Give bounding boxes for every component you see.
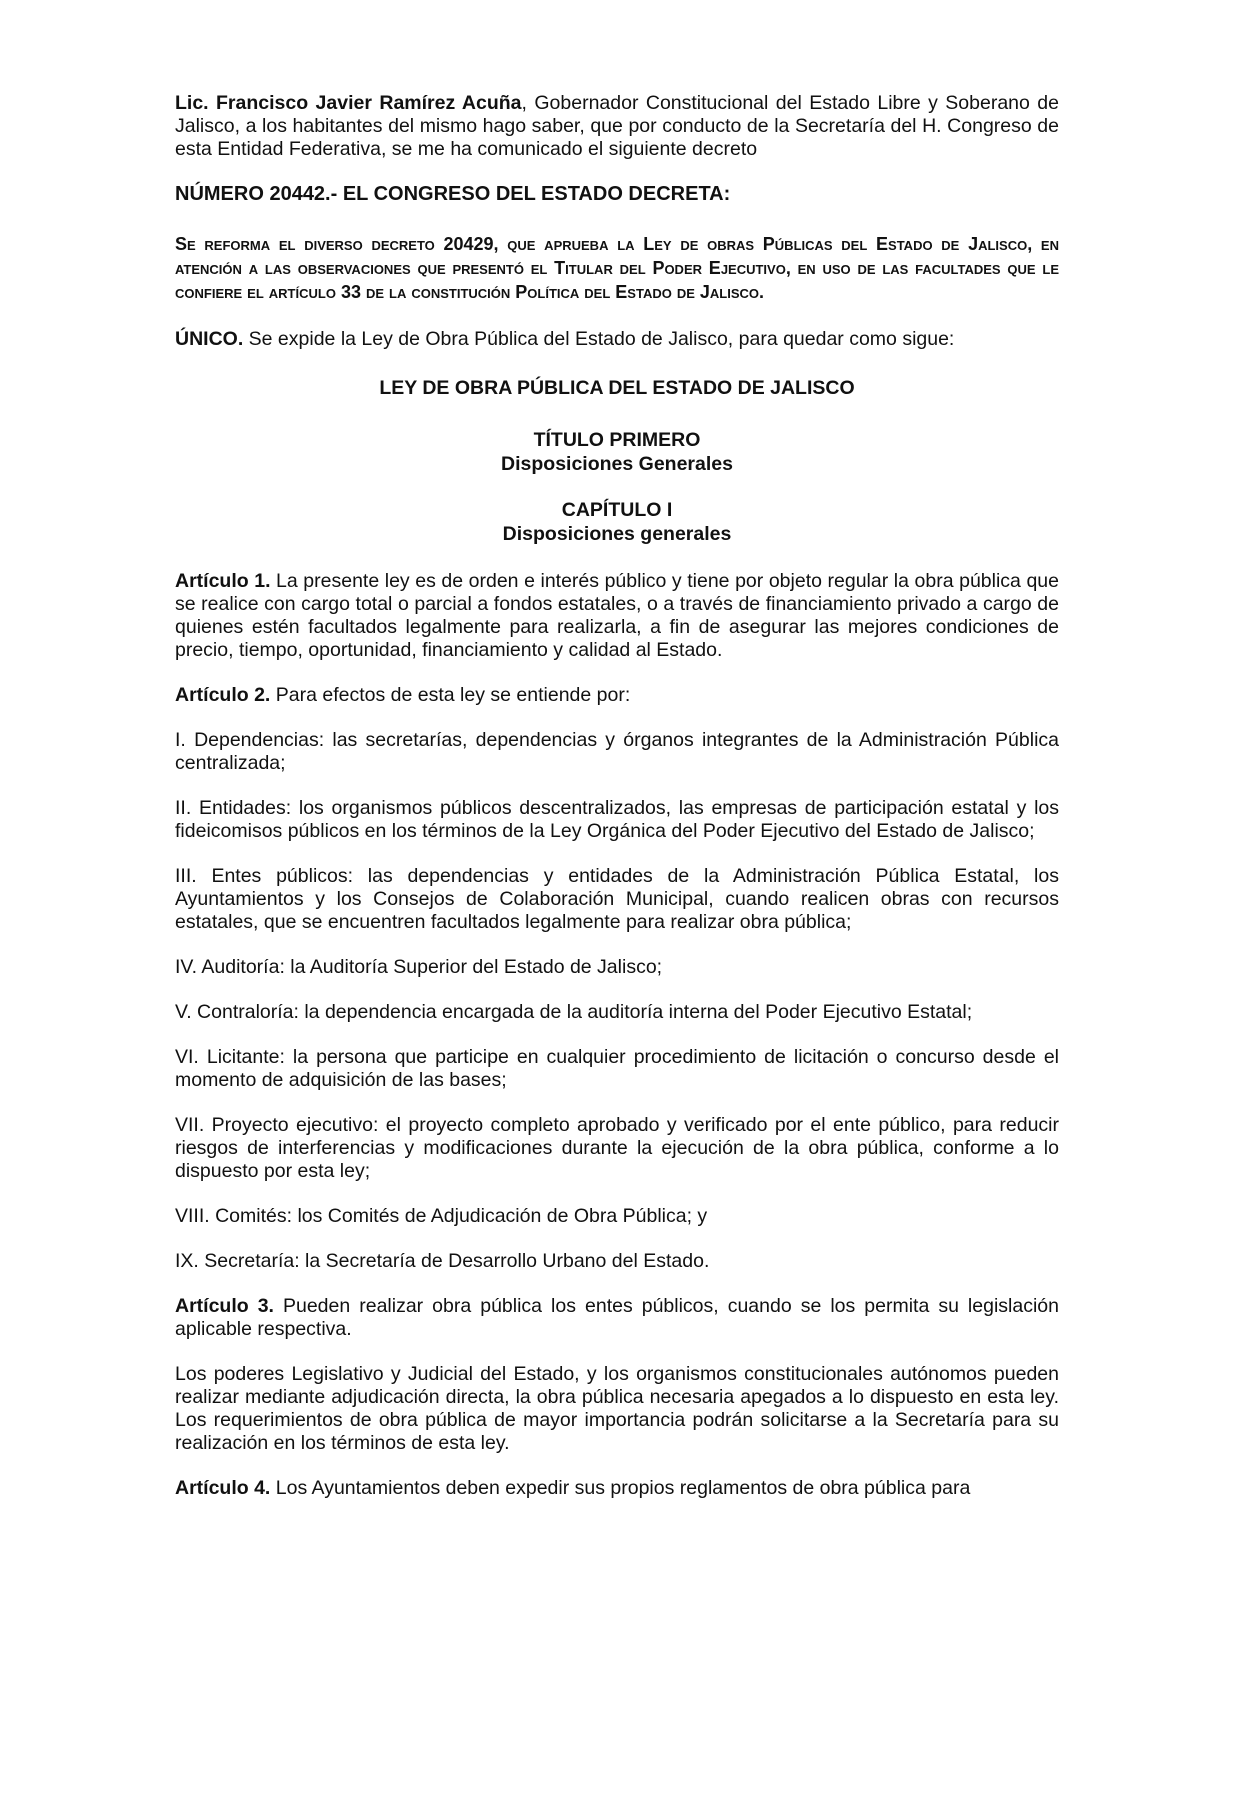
unico-text: Se expide la Ley de Obra Pública del Estado de Jalisco, para quedar como sigue:	[243, 328, 955, 350]
unico-paragraph	[175, 328, 1059, 351]
document-page	[175, 92, 1059, 1522]
capitulo-heading	[175, 498, 1059, 546]
law-title: LEY DE OBRA PÚBLICA DEL ESTADO DE JALISCO	[379, 377, 855, 399]
decree-number: NÚMERO 20442.- EL CONGRESO DEL ESTADO DECRETA:	[175, 183, 731, 205]
article-2	[175, 684, 1059, 707]
definition-item: I. Dependencias: las secretarías, dependencias y órganos integrantes de la Administración Pública centralizada;	[175, 729, 1059, 774]
definition-item: IV. Auditoría: la Auditoría Superior del Estado de Jalisco;	[175, 956, 663, 978]
definition-item: VI. Licitante: la persona que participe en cualquier procedimiento de licitación o concurso desde el momento de adquisición de las bases;	[175, 1046, 1059, 1091]
definition-item: II. Entidades: los organismos públicos descentralizados, las empresas de participación estatal y los fideicomisos públicos en los términos de la Ley Orgánica del Poder Ejecutivo del Estado de Jalisco;	[175, 797, 1059, 842]
titulo-name: Disposiciones Generales	[501, 453, 733, 475]
article-2-text: Para efectos de esta ley se entiende por:	[270, 684, 631, 706]
governor-name: Lic. Francisco Javier Ramírez Acuña	[175, 92, 522, 114]
article-1-text: La presente ley es de orden e interés público y tiene por objeto regular la obra pública que se realice con cargo total o parcial a fondos estatales, o a través de financiamiento privado a cargo de quienes estén facultados legalmente para realizarla, a fin de asegurar las mejores condiciones de precio, tiempo, oportunidad, financiamiento y calidad al Estado.	[175, 570, 1059, 661]
definition-item: VII. Proyecto ejecutivo: el proyecto completo aprobado y verificado por el ente público, para reducir riesgos de interferencias y modificaciones durante la ejecución de la obra pública, conforme a lo dispuesto por esta ley;	[175, 1114, 1059, 1182]
article-3	[175, 1295, 1059, 1341]
article-3-label: Artículo 3.	[175, 1295, 274, 1317]
capitulo-name: Disposiciones generales	[502, 523, 732, 545]
definition-item: IX. Secretaría: la Secretaría de Desarrollo Urbano del Estado.	[175, 1250, 710, 1272]
article-4-text: Los Ayuntamientos deben expedir sus propios reglamentos de obra pública para	[270, 1477, 971, 1499]
definition-item: V. Contraloría: la dependencia encargada de la auditoría interna del Poder Ejecutivo Estatal;	[175, 1001, 973, 1023]
titulo-label: TÍTULO PRIMERO	[533, 429, 701, 451]
definition-item: III. Entes públicos: las dependencias y entidades de la Administración Pública Estatal, los Ayuntamientos y los Consejos de Colaboración Municipal, cuando realicen obras con recursos estatales, que se encuentren facultados legalmente para realizar obra pública;	[175, 865, 1059, 933]
reform-summary: Se reforma el diverso decreto 20429, que aprueba la Ley de obras Públicas del Estado de Jalisco, en atención a las observaciones que presentó el Titular del Poder Ejecutivo, en uso de las facultades que le confiere el artículo 33 de la constitución Política del Estado de Jalisco.	[175, 234, 1059, 302]
article-4-label: Artículo 4.	[175, 1477, 271, 1499]
unico-label: ÚNICO.	[175, 328, 244, 350]
article-2-label: Artículo 2.	[175, 684, 271, 706]
titulo-heading	[175, 428, 1059, 476]
article-3-text: Pueden realizar obra pública los entes públicos, cuando se los permita su legislación aplicable respectiva.	[175, 1295, 1059, 1340]
article-1-label: Artículo 1.	[175, 570, 271, 592]
article-1	[175, 570, 1059, 662]
intro-text: , Gobernador Constitucional del Estado Libre y Soberano de Jalisco, a los habitantes del mismo hago saber, que por conducto de la Secretaría del H. Congreso de esta Entidad Federativa, se me ha comunicado el siguiente decreto	[175, 92, 1059, 160]
intro-paragraph	[175, 92, 1059, 161]
article-4	[175, 1477, 1059, 1500]
capitulo-label: CAPÍTULO I	[561, 499, 673, 521]
article-3-paragraph-2: Los poderes Legislativo y Judicial del Estado, y los organismos constitucionales autónomos pueden realizar mediante adjudicación directa, la obra pública necesaria apegados a lo dispuesto en esta ley. Los requerimientos de obra pública de mayor importancia podrán solicitarse a la Secretaría para su realización en los términos de esta ley.	[175, 1363, 1059, 1454]
definition-item: VIII. Comités: los Comités de Adjudicación de Obra Pública; y	[175, 1205, 708, 1227]
